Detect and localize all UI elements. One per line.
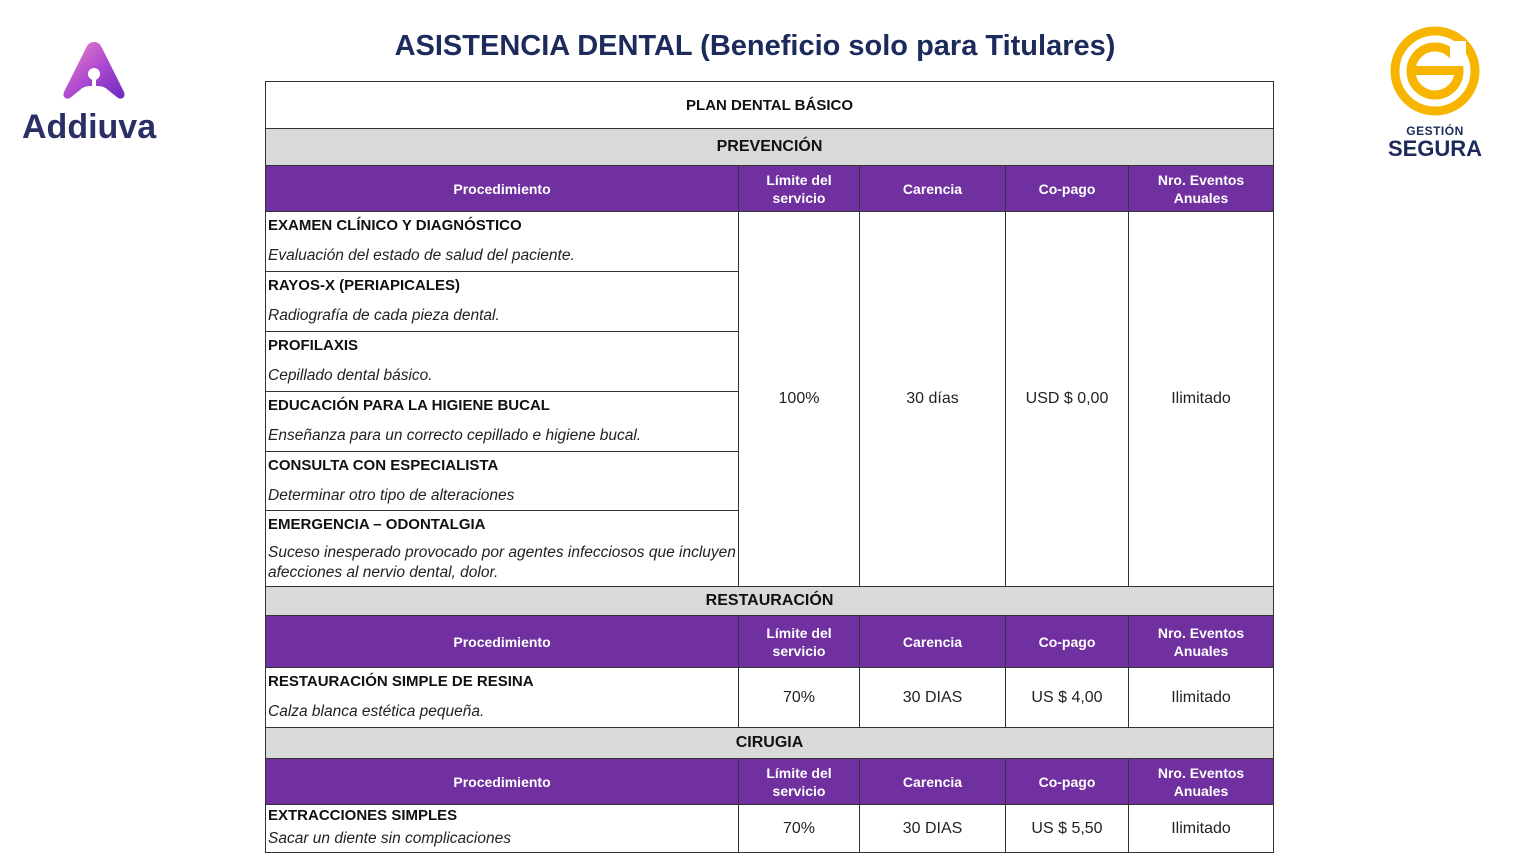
- col-header-eventos: Nro. Eventos Anuales: [1129, 166, 1274, 212]
- col-header-carencia: Carencia: [860, 616, 1006, 668]
- gestion-segura-logo: [1380, 26, 1490, 161]
- section-row-cirugia: [266, 728, 1274, 759]
- column-header-row: [266, 166, 1274, 212]
- col-header-copago: Co-pago: [1006, 616, 1129, 668]
- limit-value: 70%: [739, 805, 860, 853]
- col-header-limite: Límite del servicio: [739, 166, 860, 212]
- procedure-description: Radiografía de cada pieza dental.: [268, 307, 500, 324]
- procedure-cell: [266, 511, 739, 587]
- procedure-cell: [266, 272, 739, 332]
- addiuva-logo: [20, 36, 170, 146]
- procedure-description: Suceso inesperado provocado por agentes infecciosos que incluyen afecciones al nervio dental, dolor.: [268, 544, 736, 581]
- procedure-name: RAYOS-X (PERIAPICALES): [268, 277, 460, 294]
- procedure-cell: [266, 805, 739, 853]
- section-row-restauracion: [266, 587, 1274, 616]
- waiting-value: 30 DIAS: [860, 668, 1006, 728]
- procedure-description: Sacar un diente sin complicaciones: [268, 830, 511, 847]
- procedure-description: Calza blanca estética pequeña.: [268, 703, 485, 720]
- col-header-carencia: Carencia: [860, 166, 1006, 212]
- col-header-procedimiento: Procedimiento: [266, 166, 739, 212]
- plan-title-row: [266, 82, 1274, 129]
- copay-value: USD $ 0,00: [1006, 212, 1129, 587]
- procedure-cell: [266, 212, 739, 272]
- dental-plan-table: [265, 81, 1274, 853]
- section-title: PREVENCIÓN: [266, 129, 1274, 166]
- procedure-name: EMERGENCIA – ODONTALGIA: [268, 516, 486, 533]
- addiuva-wordmark: Addiuva: [22, 108, 157, 146]
- plan-title: PLAN DENTAL BÁSICO: [266, 82, 1274, 129]
- procedure-row: [266, 805, 1274, 853]
- procedure-description: Evaluación del estado de salud del paciente.: [268, 247, 575, 264]
- col-header-procedimiento: Procedimiento: [266, 759, 739, 805]
- addiuva-a-icon: [62, 40, 126, 100]
- procedure-description: Cepillado dental básico.: [268, 367, 433, 384]
- section-title: RESTAURACIÓN: [266, 587, 1274, 616]
- segura-text: SEGURA: [1387, 136, 1483, 161]
- procedure-cell: [266, 392, 739, 452]
- column-header-row: [266, 759, 1274, 805]
- col-header-copago: Co-pago: [1006, 166, 1129, 212]
- procedure-name: CONSULTA CON ESPECIALISTA: [268, 457, 499, 474]
- procedure-name: EDUCACIÓN PARA LA HIGIENE BUCAL: [268, 397, 550, 414]
- col-header-carencia: Carencia: [860, 759, 1006, 805]
- procedure-name: EXTRACCIONES SIMPLES: [268, 807, 458, 824]
- procedure-description: Enseñanza para un correcto cepillado e higiene bucal.: [268, 427, 642, 444]
- procedure-cell: [266, 452, 739, 511]
- copay-value: US $ 5,50: [1006, 805, 1129, 853]
- limit-value: 100%: [739, 212, 860, 587]
- section-title: CIRUGIA: [266, 728, 1274, 759]
- col-header-eventos: Nro. Eventos Anuales: [1129, 759, 1274, 805]
- events-value: Ilimitado: [1129, 668, 1274, 728]
- gestion-segura-g-icon: [1390, 26, 1480, 116]
- col-header-copago: Co-pago: [1006, 759, 1129, 805]
- waiting-value: 30 días: [860, 212, 1006, 587]
- procedure-name: EXAMEN CLÍNICO Y DIAGNÓSTICO: [268, 217, 522, 234]
- copay-value: US $ 4,00: [1006, 668, 1129, 728]
- col-header-limite: Límite del servicio: [739, 616, 860, 668]
- procedure-description: Determinar otro tipo de alteraciones: [268, 487, 515, 504]
- limit-value: 70%: [739, 668, 860, 728]
- events-value: Ilimitado: [1129, 805, 1274, 853]
- procedure-cell: [266, 668, 739, 728]
- procedure-cell: [266, 332, 739, 392]
- section-row-prevencion: [266, 129, 1274, 166]
- col-header-limite: Límite del servicio: [739, 759, 860, 805]
- col-header-procedimiento: Procedimiento: [266, 616, 739, 668]
- events-value: Ilimitado: [1129, 212, 1274, 587]
- gestion-text: GESTIÓN: [1406, 124, 1464, 138]
- page-title: ASISTENCIA DENTAL (Beneficio solo para Titulares): [394, 30, 1116, 62]
- procedure-name: PROFILAXIS: [268, 337, 359, 354]
- column-header-row: [266, 616, 1274, 668]
- procedure-row: [266, 212, 1274, 272]
- procedure-name: RESTAURACIÓN SIMPLE DE RESINA: [268, 673, 534, 690]
- waiting-value: 30 DIAS: [860, 805, 1006, 853]
- procedure-row: [266, 668, 1274, 728]
- col-header-eventos: Nro. Eventos Anuales: [1129, 616, 1274, 668]
